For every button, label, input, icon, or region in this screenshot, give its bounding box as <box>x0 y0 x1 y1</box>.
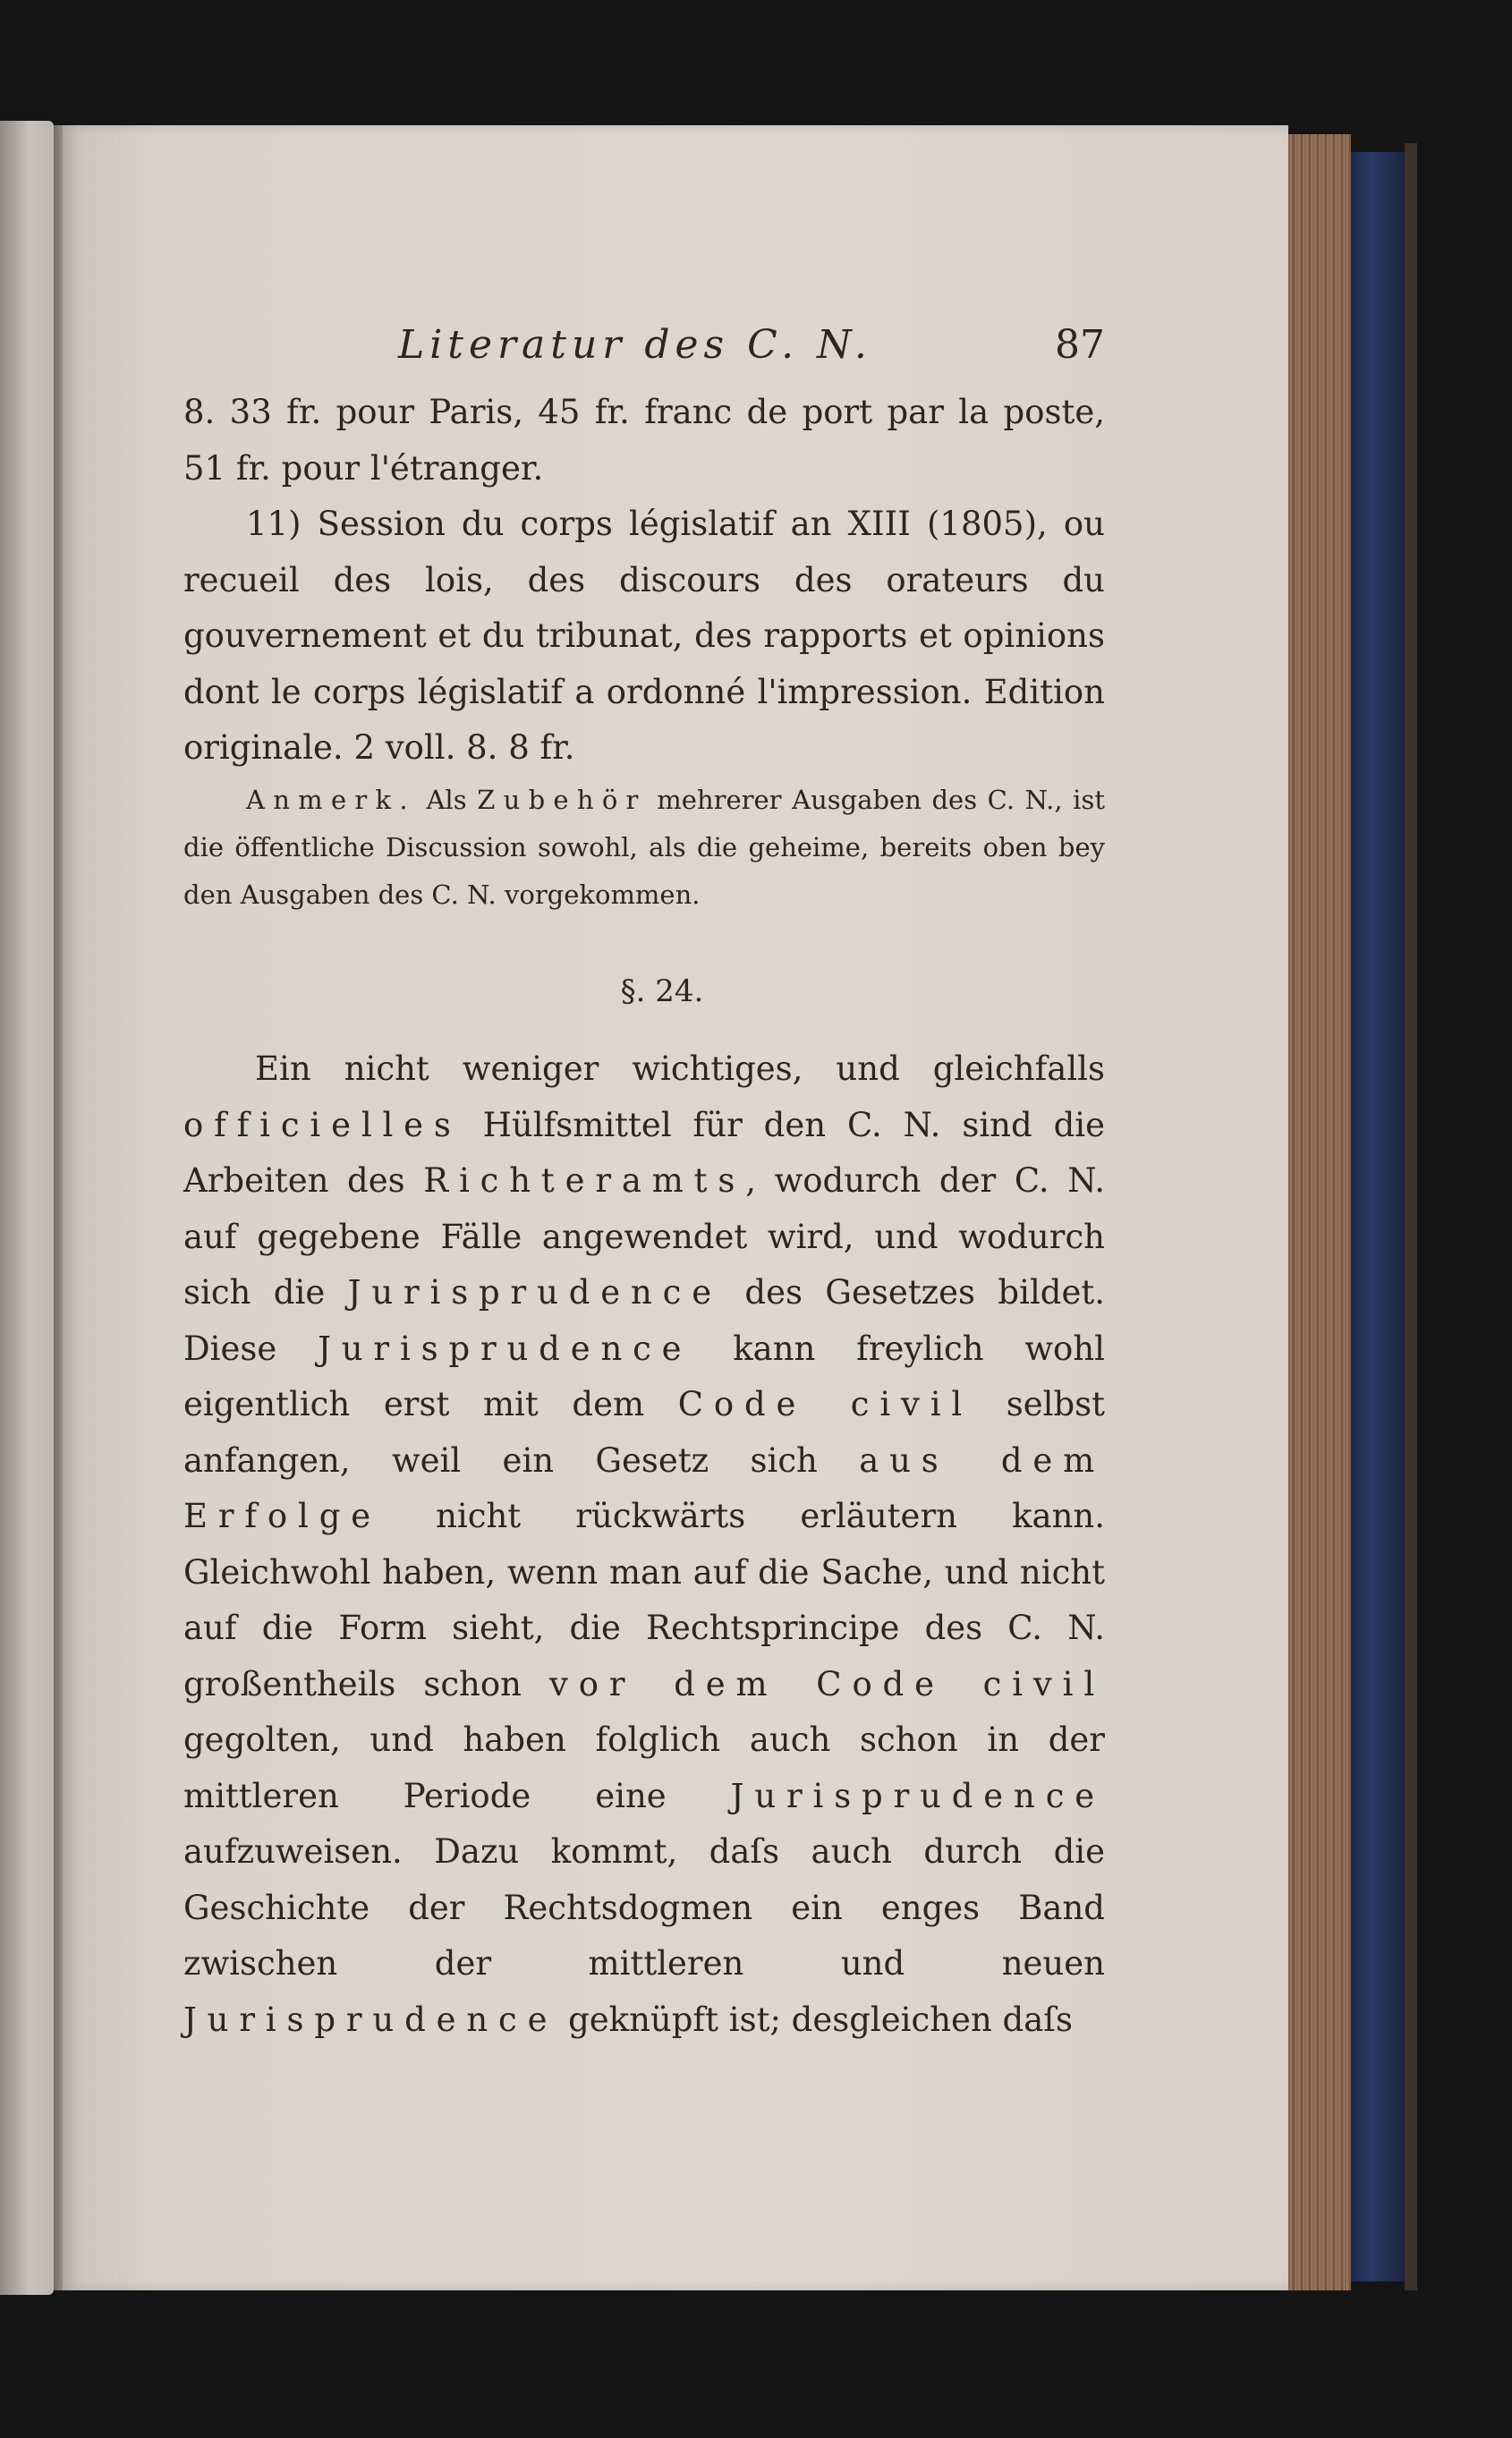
continuation-paragraph: 8. 33 fr. pour Paris, 45 fr. franc de port par la poste, 51 fr. pour l'étranger. <box>183 393 1105 488</box>
annotation-note <box>183 777 1105 919</box>
body-emphasis: vor dem Code civil <box>549 1664 1105 1703</box>
page-fore-edge <box>1288 134 1351 2290</box>
body-emphasis: Jurisprudence <box>730 1776 1105 1815</box>
page-content <box>183 304 1105 2048</box>
body-emphasis: aus dem Erfolge <box>183 1440 1105 1535</box>
body-text: gegolten, und haben folglich auch schon in der mittleren Periode eine <box>183 1720 1105 1815</box>
note-text-1: Als <box>415 784 478 815</box>
body-text: aufzuweisen. Dazu kommt, daſs auch durch die Geschichte der Rechtsdogmen ein enges Band zwischen der mittleren und neuen <box>183 1832 1105 1983</box>
body-text: Hülfsmittel für den C. N. sind die Arbeiten des <box>183 1105 1105 1200</box>
running-title: Literatur des C. N. <box>398 322 872 368</box>
note-emphasis: Zubehör <box>477 784 647 815</box>
running-header <box>183 304 1105 385</box>
body-text: , wodurch der C. N. auf gegebene Fälle angewendet wird, und wodurch sich die <box>183 1161 1105 1312</box>
section-body-paragraph <box>183 1041 1105 2048</box>
body-text: Ein nicht weniger wichtiges, und gleichfalls <box>255 1049 1105 1088</box>
page-text <box>183 385 1105 2048</box>
page-number: 87 <box>1055 322 1105 368</box>
body-emphasis: Jurisprudence <box>347 1273 722 1312</box>
section-heading: §. 24. <box>620 973 704 1009</box>
body-text: selbst anfangen, weil ein Gesetz sich <box>183 1385 1105 1480</box>
book-cover <box>1351 152 1405 2281</box>
body-text: geknüpft ist; desgleichen daſs <box>557 2000 1073 2039</box>
note-label: Anmerk. <box>246 784 416 815</box>
body-emphasis: Jurisprudence <box>318 1329 692 1368</box>
body-emphasis: officielles <box>183 1105 462 1144</box>
body-emphasis: Code civil <box>677 1385 973 1423</box>
note-text-2: mehrerer Ausgaben des C. N., ist die öffentliche Discussion sowohl, als die geheime, bereits oben bey den Ausgaben des C. N. vorgekommen. <box>183 784 1105 910</box>
body-text: kann freylich wohl eigentlich erst mit dem <box>183 1329 1105 1423</box>
body-text: nicht rückwärts erläutern kann. Gleichwohl haben, wenn man auf die Sache, und nicht auf die Form sieht, die Rechtsprincipe des C. N. großentheils schon <box>183 1497 1105 1703</box>
cover-edge <box>1405 143 1417 2290</box>
body-emphasis: Jurisprudence <box>183 2000 558 2039</box>
left-page-edge <box>0 121 54 2295</box>
body-text: des Gesetzes bildet. Diese <box>183 1273 1105 1368</box>
body-emphasis: Richteramts <box>423 1161 746 1200</box>
list-item-11: 11) Session du corps législatif an XIII (1805), ou recueil des lois, des discours des orateurs du gouvernement et du tribunat, des rapports et opinions dont le corps législatif a ordonné l'impression. Edition originale. 2 voll. 8. 8 fr. <box>183 505 1105 767</box>
